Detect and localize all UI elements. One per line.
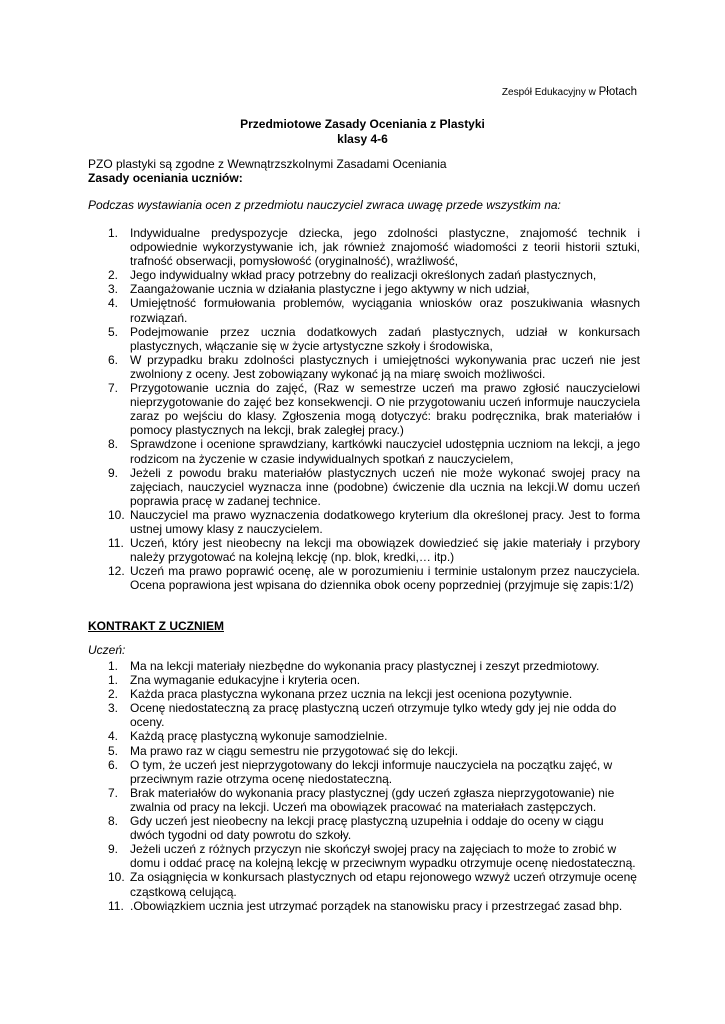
item-number: 1.	[108, 673, 119, 688]
list-item	[88, 226, 640, 268]
list-item	[88, 564, 640, 592]
list-item	[88, 786, 640, 814]
item-text: Umiejętność formułowania problemów, wyciągania wniosków oraz poszukiwania własnych rozwiązań.	[130, 296, 640, 325]
item-text: Za osiągnięcia w konkursach plastycznych od etapu rejonowego wzwyż uczeń otrzymuje ocenę cząstkową celującą.	[130, 870, 637, 899]
item-text: Sprawdzone i ocenione sprawdziany, kartkówki nauczyciel udostępnia uczniom na lekcji, a jego rodzicom na życzenie w czasie indywidualnych spotkań z nauczycielem,	[130, 437, 640, 466]
rules-list	[88, 226, 640, 592]
intro-line-2: Zasady oceniania uczniów:	[88, 171, 243, 185]
item-text: Indywidualne predyspozycje dziecka, jego zdolności plastyczne, znajomość technik i odpowiednie wykorzystywanie ich, jak również znajomość wiadomości z teorii historii sztuki, trafność obserwacji, pomysłowość (oryginalność), wrażliwość,	[130, 226, 640, 269]
contract-subject: Uczeń:	[88, 643, 126, 657]
list-item	[88, 744, 640, 758]
list-item	[88, 296, 640, 324]
item-number: 10.	[108, 507, 125, 522]
item-number: 11.	[108, 536, 124, 551]
list-item	[88, 353, 640, 381]
list-item	[88, 325, 640, 353]
item-number: 4.	[108, 296, 119, 311]
list-item	[88, 659, 640, 673]
item-text: Ocenę niedostateczną za pracę plastyczną uczeń otrzymuje tylko wtedy gdy jej nie odda do oceny.	[130, 701, 617, 730]
list-item	[88, 899, 640, 913]
item-number: 4.	[108, 729, 119, 744]
list-item	[88, 437, 640, 465]
contract-list	[88, 659, 640, 913]
item-text: Ma prawo raz w ciągu semestru nie przygotować się do lekcji.	[130, 743, 459, 758]
item-number: 9.	[108, 842, 119, 857]
item-text: Jeżeli uczeń z różnych przyczyn nie skończył swojej pracy na zajęciach to może to zrobić w domu i oddać pracę na kolejną lekcję w przeciwnym wypadku otrzymuje ocenę niedostateczną.	[130, 842, 636, 871]
title-line-2: klasy 4-6	[337, 132, 388, 146]
item-number: 6.	[108, 352, 119, 367]
item-number: 5.	[108, 743, 119, 758]
item-text: Uczeń ma prawo poprawić ocenę, ale w porozumieniu i terminie ustalonym przez nauczyciela. Ocena poprawiona jest wpisana do dziennika obok oceny poprzedniej (przyjmuje się zapis:1/2)	[130, 564, 640, 593]
list-item	[88, 268, 640, 282]
intro-line-1: PZO plastyki są zgodne z Wewnątrzszkolnymi Zasadami Oceniania	[88, 157, 447, 171]
item-text: Brak materiałów do wykonania pracy plastycznej (gdy uczeń zgłasza nieprzygotowanie) nie zwalnia od pracy na lekcji. Uczeń ma obowiązek pracować na materiałach zastępczych.	[130, 785, 615, 814]
list-item	[88, 466, 640, 508]
item-text: Uczeń, który jest nieobecny na lekcji ma obowiązek dowiedzieć się jakie materiały i przybory należy przygotować na kolejną lekcję (np. blok, kredki,… itp.)	[130, 536, 640, 565]
school-name	[502, 86, 637, 98]
item-text: Jeżeli z powodu braku materiałów plastycznych uczeń nie może wykonać swojej pracy na zajęciach, nauczyciel wyznacza inne (podobne) ćwiczenie dla ucznia na lekcji.W domu uczeń poprawia pracę w zadanej technice.	[130, 465, 640, 508]
list-item	[88, 701, 640, 729]
item-text: Każda praca plastyczna wykonana przez ucznia na lekcji jest oceniona pozytywnie.	[130, 687, 573, 702]
item-number: 8.	[108, 814, 119, 829]
item-text: Zaangażowanie ucznia w działania plastyczne i jego aktywny w nich udział,	[130, 282, 530, 297]
item-text: .Obowiązkiem ucznia jest utrzymać porządek na stanowisku pracy i przestrzegać zasad bhp.	[130, 898, 623, 913]
lead-sentence: Podczas wystawiania ocen z przedmiotu nauczyciel zwraca uwagę przede wszystkim na:	[88, 198, 561, 212]
list-item	[88, 687, 640, 701]
item-text: Gdy uczeń jest nieobecny na lekcji pracę plastyczną uzupełnia i oddaje do oceny w ciągu dwóch tygodni od daty powrotu do szkoły.	[130, 814, 604, 843]
item-number: 7.	[108, 381, 119, 396]
list-item	[88, 536, 640, 564]
item-text: O tym, że uczeń jest nieprzygotowany do lekcji informuje nauczyciela na początku zajęć, w przeciwnym razie otrzyma ocenę niedostateczną.	[130, 757, 613, 786]
item-text: Podejmowanie przez ucznia dodatkowych zadań plastycznych, udział w konkursach plastycznych, włączanie się w życie artystyczne szkoły i środowiska,	[130, 324, 640, 353]
item-number: 12.	[108, 564, 125, 579]
item-number: 10.	[108, 870, 125, 885]
item-number: 7.	[108, 785, 119, 800]
item-number: 11.	[108, 898, 124, 913]
item-text: Zna wymaganie edukacyjne i kryteria ocen.	[130, 673, 361, 688]
item-number: 2.	[108, 687, 119, 702]
list-item	[88, 729, 640, 743]
document-title	[0, 117, 725, 147]
item-number: 6.	[108, 757, 119, 772]
item-number: 1.	[108, 226, 119, 240]
item-number: 8.	[108, 437, 119, 452]
list-item	[88, 870, 640, 898]
item-text: Nauczyciel ma prawo wyznaczenia dodatkowego kryterium dla określonej pracy. Jest to forma ustnej umowy klasy z nauczycielem.	[130, 507, 640, 536]
contract-heading: KONTRAKT Z UCZNIEM	[88, 619, 224, 633]
list-item	[88, 758, 640, 786]
title-line-1: Przedmiotowe Zasady Oceniania z Plastyki	[240, 117, 485, 131]
school-prefix: Zespół Edukacyjny w	[501, 87, 596, 98]
item-number: 2.	[108, 268, 119, 283]
item-number: 9.	[108, 465, 119, 480]
list-item	[88, 508, 640, 536]
item-number: 3.	[108, 282, 119, 297]
item-number: 1.	[108, 659, 119, 673]
item-text: Jego indywidualny wkład pracy potrzebny do realizacji określonych zadań plastycznych,	[130, 268, 597, 283]
item-text: Przygotowanie ucznia do zajęć, (Raz w semestrze uczeń ma prawo zgłosić nauczycielowi nieprzygotowanie do zajęć bez konsekwencji. O nie przygotowaniu uczeń informuje nauczyciela zaraz po wejściu do klasy. Zgłoszenia mogą dotyczyć: braku podręcznika, brak materiałów i pomocy plastycznych na lekcji, brak zaległej pracy.)	[130, 381, 640, 438]
item-number: 5.	[108, 324, 119, 339]
list-item	[88, 381, 640, 437]
list-item	[88, 673, 640, 687]
item-text: Każdą pracę plastyczną wykonuje samodzielnie.	[130, 729, 388, 744]
list-item	[88, 814, 640, 842]
item-text: Ma na lekcji materiały niezbędne do wykonania pracy plastycznej i zeszyt przedmiotowy.	[130, 659, 600, 673]
intro	[88, 157, 648, 185]
item-text: W przypadku braku zdolności plastycznych i umiejętności wykonywania prac uczeń nie jest zwolniony z oceny. Jest zobowiązany wykonać ją na miarę swoich możliwości.	[130, 352, 640, 381]
item-number: 3.	[108, 701, 119, 716]
list-item	[88, 842, 640, 870]
list-item	[88, 282, 640, 296]
school-place: Płotach	[598, 86, 637, 98]
